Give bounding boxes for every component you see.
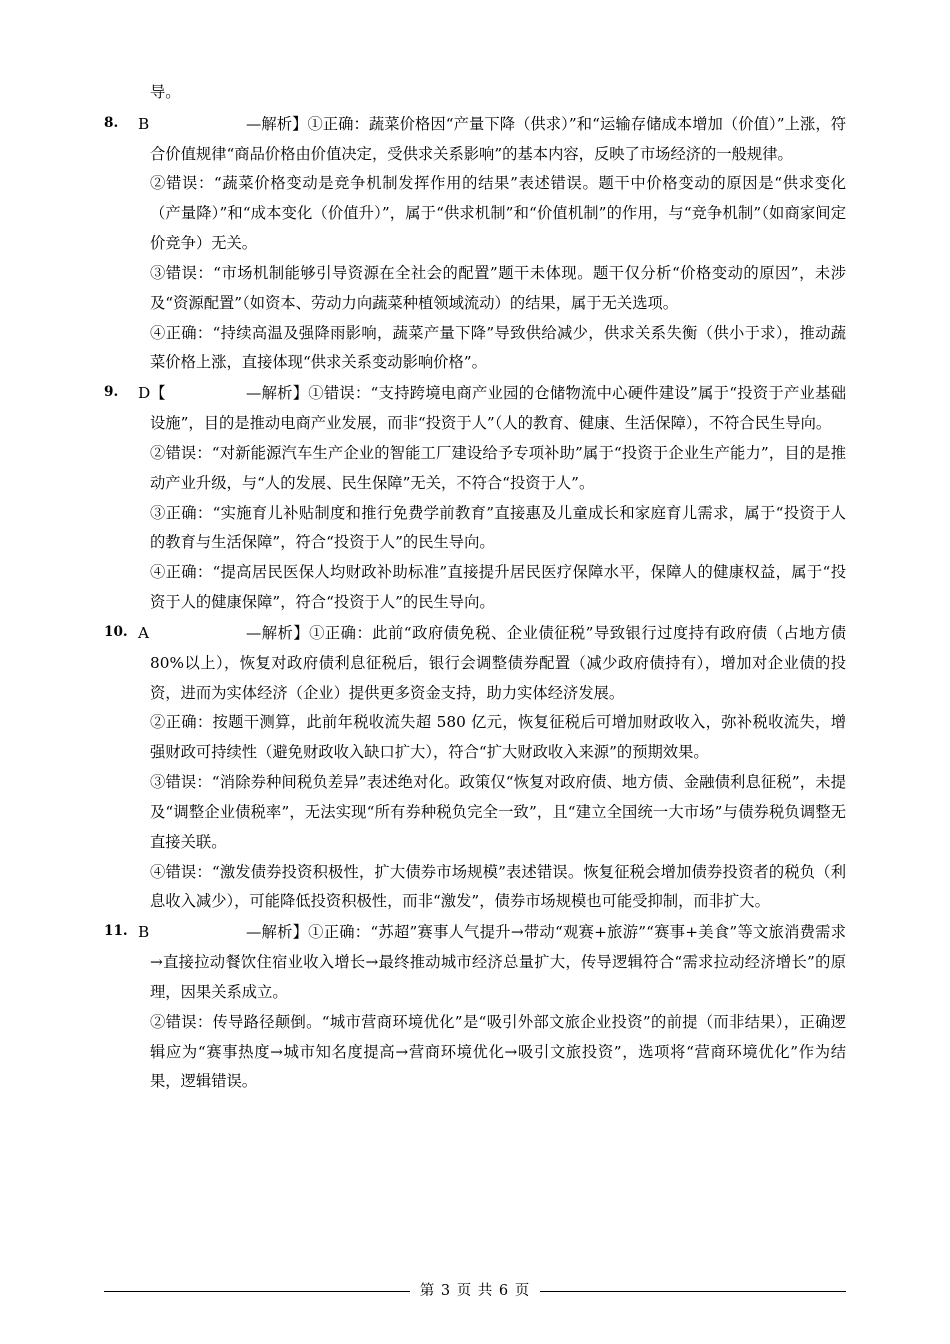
- explanation-paragraph: —解析】①错误：“支持跨境电商产业园的仓储物流中心硬件建设”属于“投资于产业基础设施”，目的是推动电商产业发展，而非“投资于人”（人的教育、健康、生活保障），不符合民生导向。: [150, 384, 846, 433]
- answer-letter: D【: [138, 384, 166, 403]
- explanation-paragraph: ③错误：“消除券种间税负差异”表述绝对化。政策仅“恢复对政府债、地方债、金融债利息征税”，未提及“调整企业债税率”，无法实现“所有券种税负完全一致”，且“建立全国统一大市场”与债券税负调整无直接关联。: [150, 773, 846, 851]
- question-number: 9.: [104, 384, 119, 401]
- explanation-paragraph: —解析】①正确：此前“政府债免税、企业债征税”导致银行过度持有政府债（占地方债 80%以上），恢复对政府债利息征税后，银行会调整债券配置（减少政府债持有），增加对企业债的投资，进而为实体经济（企业）提供更多资金支持，助力实体经济发展。: [150, 623, 846, 702]
- answer-block-10: [104, 619, 846, 917]
- explanation-paragraph: ③错误：“市场机制能够引导资源在全社会的配置”题干未体现。题干仅分析“价格变动的原因”，未涉及“资源配置”（如资本、劳动力向蔬菜种植领域流动）的结果，属于无关选项。: [150, 263, 846, 312]
- answer-letter: B: [138, 114, 150, 133]
- explanation-paragraph: ②正确：按题干测算，此前年税收流失超 580 亿元，恢复征税后可增加财政收入，弥补税收流失，增强财政可持续性（避免财政收入缺口扩大），符合“扩大财政收入来源”的预期效果。: [150, 713, 846, 762]
- page-footer: [0, 1279, 950, 1300]
- answer-block-11: [104, 918, 846, 1097]
- question-number: 8.: [104, 114, 119, 131]
- question-number: 10.: [104, 623, 128, 640]
- document-body: [104, 78, 846, 1097]
- explanation-paragraph: ④正确：“持续高温及强降雨影响，蔬菜产量下降”导致供给减少，供求关系失衡（供小于求），推动蔬菜价格上涨，直接体现“供求关系变动影响价格”。: [150, 323, 846, 372]
- answer-block-9: [104, 379, 846, 618]
- continued-line: 导。: [150, 83, 181, 101]
- explanation-paragraph: ②错误：传导路径颠倒。“城市营商环境优化”是“吸引外部文旅企业投资”的前提（而非结果），正确逻辑应为“赛事热度→城市知名度提高→营商环境优化→吸引文旅投资”，选项将“营商环境优化”作为结果，逻辑错误。: [150, 1012, 846, 1091]
- explanation-paragraph: ②错误：“对新能源汽车生产企业的智能工厂建设给予专项补助”属于“投资于企业生产能力”，目的是推动产业升级，与“人的发展、民生保障”无关，不符合“投资于人”。: [150, 443, 846, 492]
- explanation-paragraph: ②错误：“蔬菜价格变动是竞争机制发挥作用的结果”表述错误。题干中价格变动的原因是“供求变化（产量降）”和“成本变化（价值升）”，属于“供求机制”和“价值机制”的作用，与“竞争机制”（如商家间定价竞争）无关。: [150, 174, 846, 253]
- answer-block-8: [104, 110, 846, 378]
- answer-letter: B: [138, 923, 150, 942]
- page-number-text: 第 3 页 共 6 页: [410, 1279, 541, 1300]
- explanation-paragraph: —解析】①正确：“苏超”赛事人气提升→带动“观赛+旅游”“赛事+美食”等文旅消费需求→直接拉动餐饮住宿业收入增长→最终推动城市经济总量扩大，传导逻辑符合“需求拉动经济增长”的原理，因果关系成立。: [150, 923, 846, 1001]
- explanation-paragraph: ③正确：“实施育儿补贴制度和推行免费学前教育”直接惠及儿童成长和家庭育儿需求，属于“投资于人的教育与生活保障”，符合“投资于人”的民生导向。: [150, 503, 846, 552]
- answer-letter: A: [138, 623, 150, 642]
- explanation-paragraph: —解析】①正确：蔬菜价格因“产量下降（供求）”和“运输存储成本增加（价值）”上涨，符合价值规律“商品价格由价值决定，受供求关系影响”的基本内容，反映了市场经济的一般规律。: [150, 114, 846, 163]
- question-number: 11.: [104, 923, 128, 940]
- explanation-paragraph: ④错误：“激发债券投资积极性，扩大债券市场规模”表述错误。恢复征税会增加债券投资者的税负（利息收入减少），可能降低投资积极性，而非“激发”，债券市场规模也可能受抑制，而非扩大。: [150, 862, 846, 911]
- explanation-paragraph: ④正确：“提高居民医保人均财政补助标准”直接提升居民医疗保障水平，保障人的健康权益，属于“投资于人的健康保障”，符合“投资于人”的民生导向。: [150, 563, 846, 612]
